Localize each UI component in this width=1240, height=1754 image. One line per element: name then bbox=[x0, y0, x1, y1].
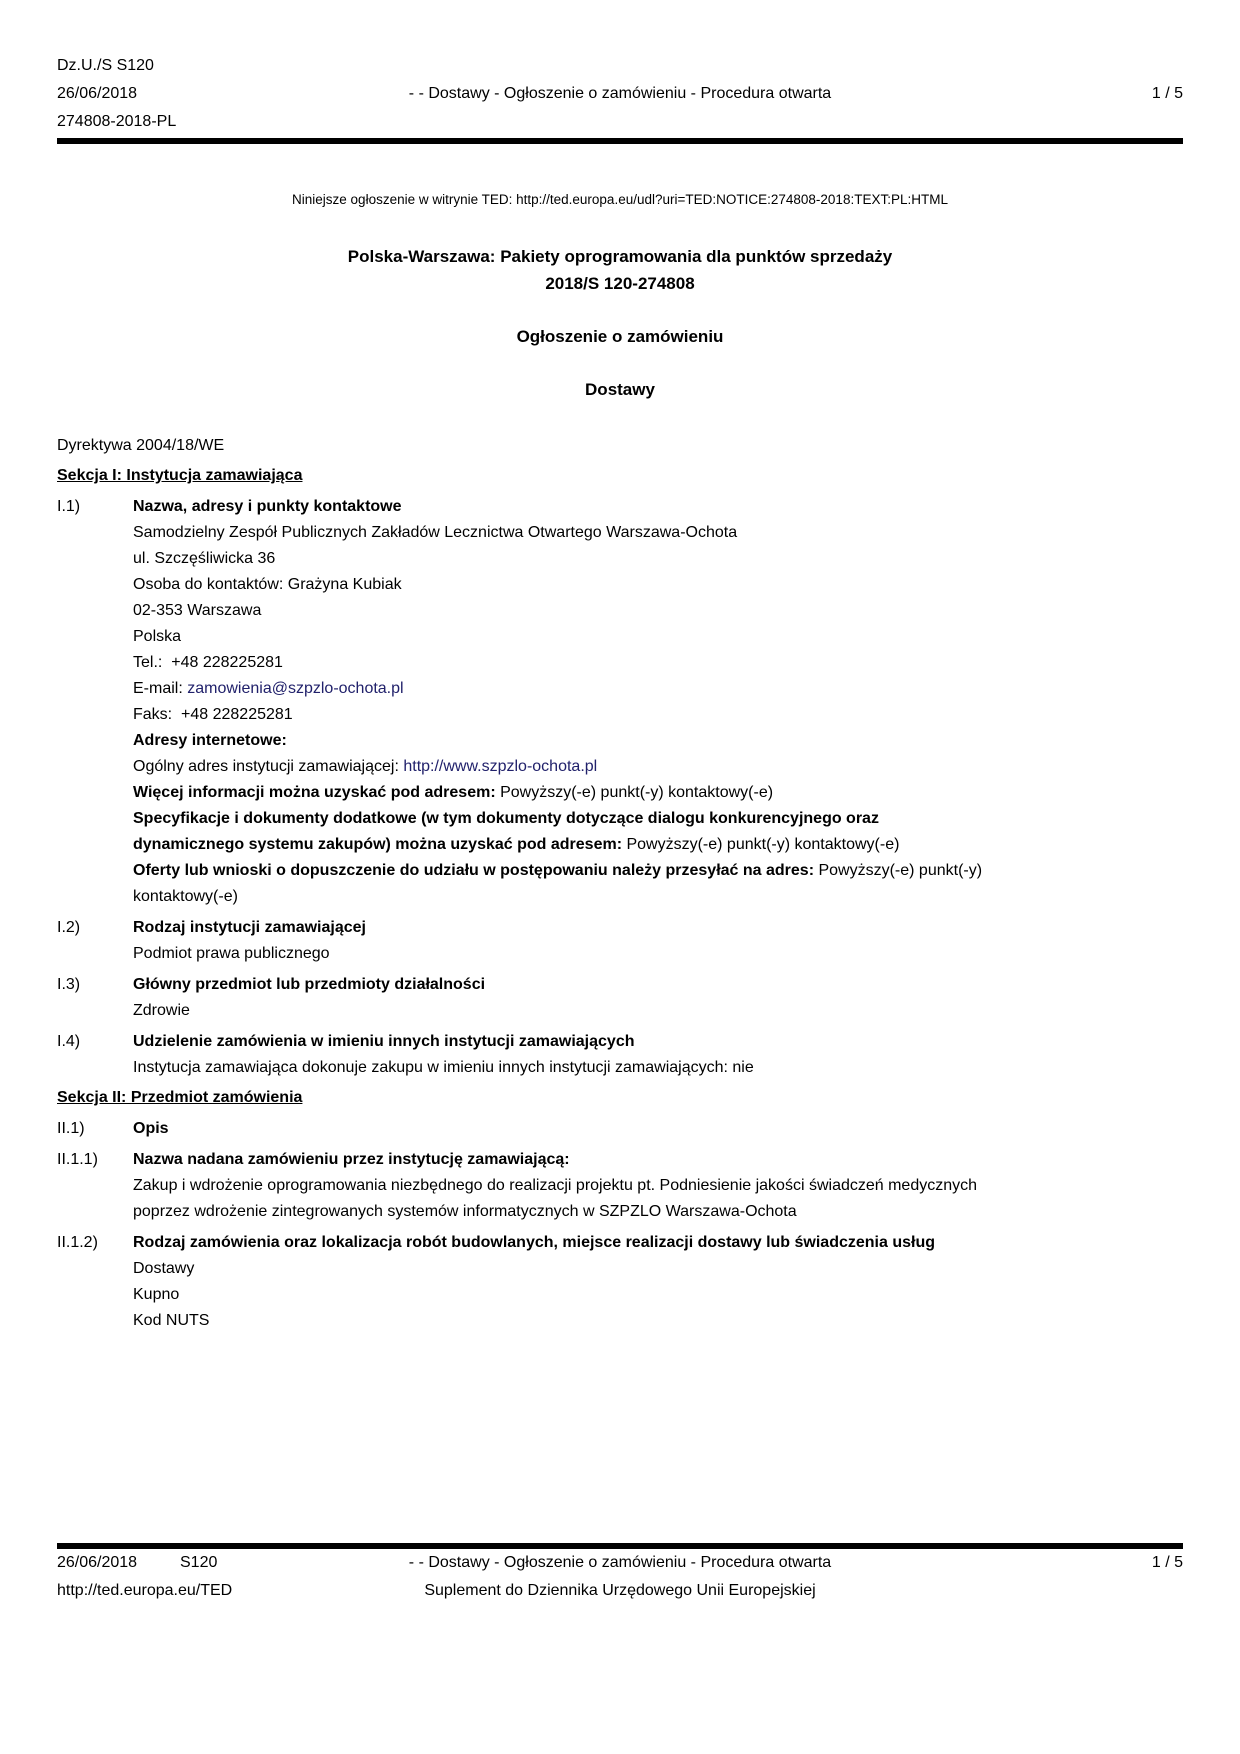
item-ii-1-1 bbox=[57, 1147, 1183, 1225]
internet-addresses-heading: Adresy internetowe: bbox=[133, 732, 287, 749]
document-number: 2018/S 120-274808 bbox=[545, 274, 695, 293]
item-heading: Rodzaj instytucji zamawiającej bbox=[133, 919, 366, 936]
page-header bbox=[57, 0, 1183, 136]
footer-row-1 bbox=[57, 1549, 1183, 1577]
item-body: Zdrowie bbox=[133, 1002, 190, 1019]
journal-reference: Dz.U./S S120 bbox=[57, 57, 154, 74]
header-date: 26/06/2018 bbox=[57, 85, 138, 102]
header-page-indicator: 1 / 5 bbox=[1151, 85, 1183, 102]
footer-page-indicator: 1 / 5 bbox=[1151, 1554, 1183, 1571]
item-heading: Nazwa, adresy i punkty kontaktowe bbox=[133, 498, 402, 515]
footer-supplement-label: Suplement do Dziennika Urzędowego Unii Europejskiej bbox=[424, 1582, 816, 1599]
website-link[interactable]: http://www.szpzlo-ochota.pl bbox=[403, 758, 598, 775]
authority-name: Samodzielny Zespół Publicznych Zakładów Lecznictwa Otwartego Warszawa-Ochota bbox=[133, 524, 738, 541]
fax-line: Faks: +48 228225281 bbox=[133, 706, 293, 723]
ted-notice-line: Niniejsze ogłoszenie w witrynie TED: http://ted.europa.eu/udl?uri=TED:NOTICE:274808-2018:TEXT:PL:HTML bbox=[292, 192, 948, 207]
document-subtitle: Ogłoszenie o zamówieniu bbox=[516, 327, 724, 346]
offers-value: Powyższy(-e) punkt(-y) kontaktowy(-e) bbox=[133, 862, 983, 905]
phone-line: Tel.: +48 228225281 bbox=[133, 654, 283, 671]
directive-line: Dyrektywa 2004/18/WE bbox=[57, 437, 225, 454]
authority-city: 02-353 Warszawa bbox=[133, 602, 262, 619]
offers-label: Oferty lub wnioski o dopuszczenie do udziału w postępowaniu należy przesyłać na adres: bbox=[133, 862, 819, 879]
authority-country: Polska bbox=[133, 628, 182, 645]
item-i-2 bbox=[57, 915, 1183, 967]
purchase-type-line: Kupno bbox=[133, 1286, 180, 1303]
nuts-code-line: Kod NUTS bbox=[133, 1312, 210, 1329]
item-ii-1-2 bbox=[57, 1230, 1183, 1334]
item-i-3 bbox=[57, 972, 1183, 1024]
footer-row-2 bbox=[57, 1577, 1183, 1605]
contract-type-line: Dostawy bbox=[133, 1260, 195, 1277]
contract-type-title: Dostawy bbox=[585, 380, 655, 399]
offers-line bbox=[133, 858, 983, 910]
general-address-label: Ogólny adres instytucji zamawiającej: bbox=[133, 758, 404, 775]
email-link[interactable]: zamowienia@szpzlo-ochota.pl bbox=[187, 680, 404, 697]
email-line bbox=[133, 676, 983, 702]
item-number: II.1) bbox=[57, 1120, 85, 1137]
item-ii-1 bbox=[57, 1116, 1183, 1142]
item-body: Podmiot prawa publicznego bbox=[133, 945, 330, 962]
footer-document-type: - - Dostawy - Ogłoszenie o zamówieniu - Procedura otwarta bbox=[408, 1554, 832, 1571]
item-i-1 bbox=[57, 494, 1183, 910]
item-number: I.2) bbox=[57, 919, 81, 936]
item-heading: Rodzaj zamówienia oraz lokalizacja robót budowlanych, miejsce realizacji dostawy lub świadczenia usług bbox=[133, 1234, 935, 1251]
more-info-line bbox=[133, 780, 983, 806]
item-body: Instytucja zamawiająca dokonuje zakupu w imieniu innych instytucji zamawiających: nie bbox=[133, 1059, 754, 1076]
header-rule bbox=[57, 138, 1183, 144]
section-1-heading: Sekcja I: Instytucja zamawiająca bbox=[57, 467, 303, 484]
footer-date: 26/06/2018 bbox=[57, 1554, 138, 1571]
item-heading: Główny przedmiot lub przedmioty działalności bbox=[133, 976, 486, 993]
item-number: I.1) bbox=[57, 498, 81, 515]
item-number: II.1.1) bbox=[57, 1151, 98, 1168]
notice-reference: 274808-2018-PL bbox=[57, 113, 177, 130]
item-i-4 bbox=[57, 1029, 1183, 1081]
item-number: II.1.2) bbox=[57, 1234, 98, 1251]
specifications-label: Specyfikacje i dokumenty dodatkowe (w tym dokumenty dotyczące dialogu konkurencyjnego oraz dynamicznego systemu zakupów) można uzyskać pod adresem: bbox=[133, 810, 884, 853]
item-heading: Opis bbox=[133, 1120, 169, 1137]
specifications-line bbox=[133, 806, 983, 858]
item-number: I.4) bbox=[57, 1033, 81, 1050]
specifications-value: Powyższy(-e) punkt(-y) kontaktowy(-e) bbox=[626, 836, 900, 853]
more-info-label: Więcej informacji można uzyskać pod adresem: bbox=[133, 784, 501, 801]
email-label: E-mail: bbox=[133, 680, 188, 697]
page-footer bbox=[57, 1543, 1183, 1605]
item-heading: Udzielenie zamówienia w imieniu innych instytucji zamawiających bbox=[133, 1033, 635, 1050]
authority-street: ul. Szczęśliwicka 36 bbox=[133, 550, 276, 567]
item-body: Zakup i wdrożenie oprogramowania niezbędnego do realizacji projektu pt. Podniesienie jakości świadczeń medycznych poprzez wdrożenie zintegrowanych systemów informatycznych w SZPZLO Warszawa-Ochota bbox=[133, 1177, 978, 1220]
item-number: I.3) bbox=[57, 976, 81, 993]
title-block bbox=[57, 243, 1183, 403]
footer-ted-url: http://ted.europa.eu/TED bbox=[57, 1582, 233, 1599]
general-address-line bbox=[133, 754, 983, 780]
footer-series: S120 bbox=[180, 1554, 218, 1571]
more-info-value: Powyższy(-e) punkt(-y) kontaktowy(-e) bbox=[500, 784, 774, 801]
item-heading: Nazwa nadana zamówieniu przez instytucję zamawiającą: bbox=[133, 1151, 570, 1168]
section-2-heading: Sekcja II: Przedmiot zamówienia bbox=[57, 1089, 303, 1106]
document-title: Polska-Warszawa: Pakiety oprogramowania dla punktów sprzedaży bbox=[347, 247, 893, 266]
contact-person: Osoba do kontaktów: Grażyna Kubiak bbox=[133, 576, 402, 593]
header-document-type: - - Dostawy - Ogłoszenie o zamówieniu - Procedura otwarta bbox=[408, 85, 832, 102]
